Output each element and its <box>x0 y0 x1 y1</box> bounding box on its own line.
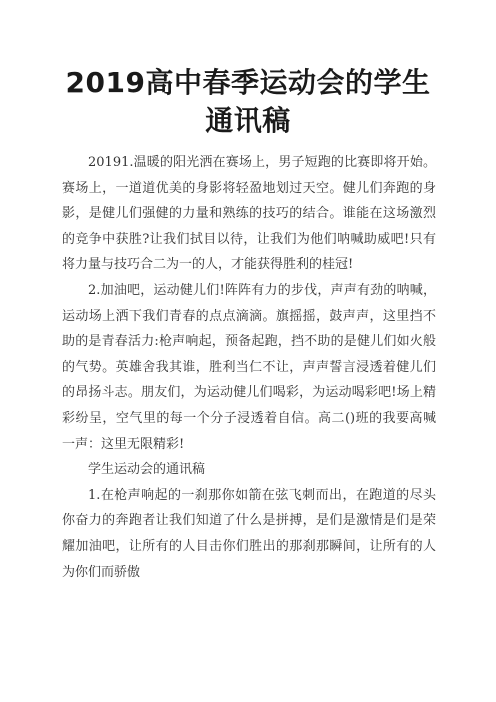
paragraph-1: 20191.温暖的阳光洒在赛场上，男子短跑的比赛即将开始。赛场上，一道道优美的身影将轻盈地划过天空。健儿们奔跑的身影，是健儿们强健的力量和熟练的技巧的结合。谁能在这场激烈的竞争中获胜?让我们拭目以待，让我们为他们呐喊助威吧!只有将力量与技巧合二为一的人，才能获得胜利的桂冠! <box>62 155 436 273</box>
title-line-2: 通讯稿 <box>205 104 291 137</box>
paragraph-2: 2.加油吧，运动健儿们!阵阵有力的步伐，声声有劲的呐喊，运动场上洒下我们青春的点点滴滴。旗摇摇，鼓声声，这里挡不助的是青春活力:枪声响起，预备起跑，挡不助的是健儿们如火般的气势。英雄舍我其谁，胜利当仁不让，声声誓言浸透着健儿们的昂扬斗志。朋友们，为运动健儿们喝彩，为运动喝彩吧!场上精彩纷呈，空气里的每一个分子浸透着自信。高二()班的我要高喊一声：这里无限精彩! <box>62 282 436 452</box>
document-title <box>40 64 456 140</box>
paragraph-3: 1.在枪声响起的一刹那你如箭在弦飞刺而出，在跑道的尽头你奋力的奔跑者让我们知道了什么是拼搏，是们是激情是们是荣耀加油吧，让所有的人目击你们胜出的那刹那瞬间，让所有的人为你们而骄傲 <box>62 487 436 580</box>
title-line-1: 2019高中春季运动会的学生 <box>65 66 431 99</box>
section-heading: 学生运动会的通讯稿 <box>88 462 206 478</box>
document-body <box>62 150 436 585</box>
